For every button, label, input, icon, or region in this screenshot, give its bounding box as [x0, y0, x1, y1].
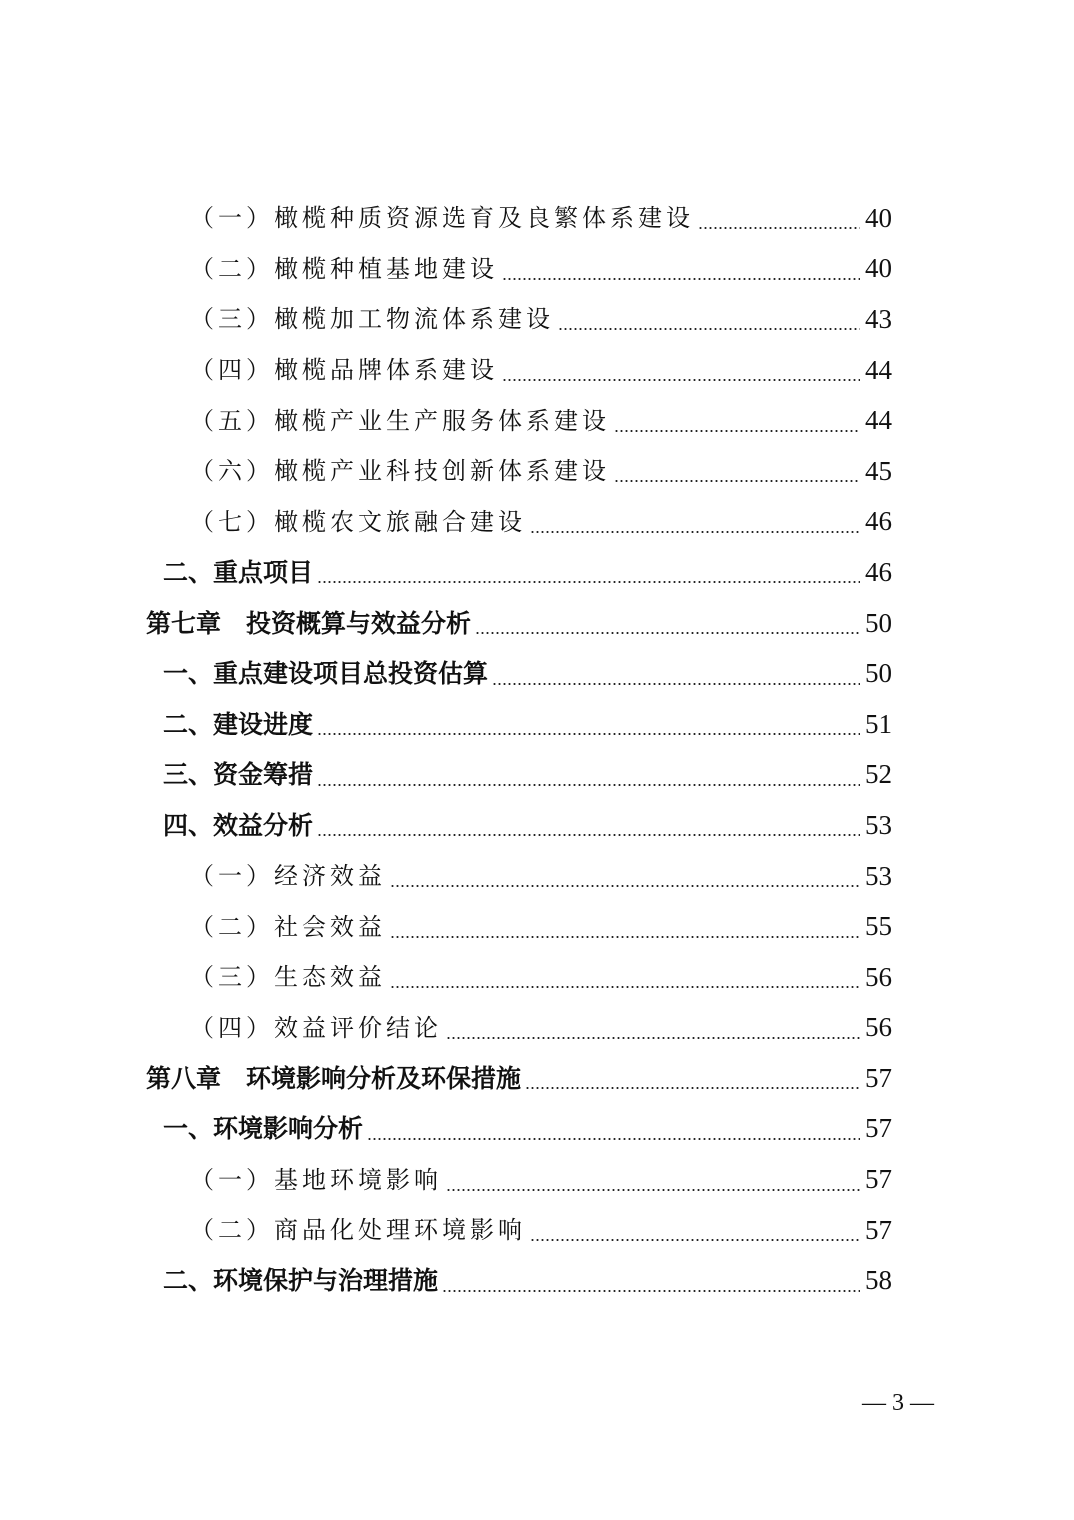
toc-entry-title: 一、重点建设项目总投资估算 — [163, 659, 489, 689]
toc-entry-title: 二、建设进度 — [163, 709, 314, 739]
toc-entry[interactable] — [0, 750, 1074, 801]
toc-entry-title: 三、资金筹措 — [163, 760, 314, 790]
toc-entry[interactable] — [0, 345, 1074, 396]
dot-leader — [698, 227, 860, 229]
toc-entry-page: 53 — [865, 809, 892, 840]
toc-entry-title: 二、重点项目 — [163, 557, 314, 587]
toc-entry[interactable] — [0, 952, 1074, 1003]
toc-entry-title: （一）橄榄种质资源选育及良繁体系建设 — [190, 204, 694, 233]
dot-leader — [502, 379, 860, 381]
toc-entry[interactable] — [0, 294, 1074, 345]
toc-entry[interactable] — [0, 395, 1074, 446]
toc-entry[interactable] — [0, 1205, 1074, 1256]
dot-leader — [558, 328, 860, 330]
toc-entry[interactable] — [0, 497, 1074, 548]
toc-entry-title: （二）橄榄种植基地建设 — [190, 254, 498, 283]
table-of-contents — [0, 193, 1074, 1306]
toc-entry-title: 第八章 环境影响分析及环保措施 — [146, 1063, 522, 1093]
toc-entry-title: （六）橄榄产业科技创新体系建设 — [190, 457, 610, 486]
dot-leader — [317, 784, 860, 786]
toc-entry-page: 57 — [865, 1113, 892, 1144]
toc-entry-page: 50 — [865, 658, 892, 689]
toc-entry-title: 二、环境保护与治理措施 — [163, 1266, 439, 1296]
dot-leader — [446, 1189, 860, 1191]
toc-entry-title: （二）社会效益 — [190, 912, 386, 941]
toc-entry-page: 58 — [865, 1265, 892, 1296]
toc-entry[interactable] — [0, 244, 1074, 295]
toc-entry-title: 一、环境影响分析 — [163, 1114, 364, 1144]
dot-leader — [492, 683, 860, 685]
dot-leader — [317, 581, 860, 583]
dot-leader — [614, 430, 860, 432]
dot-leader — [390, 986, 860, 988]
toc-entry-title: （五）橄榄产业生产服务体系建设 — [190, 406, 610, 435]
toc-entry[interactable] — [0, 1255, 1074, 1306]
dot-leader — [317, 733, 860, 735]
toc-entry-page: 53 — [865, 860, 892, 891]
toc-entry-page: 57 — [865, 1164, 892, 1195]
toc-entry-page: 44 — [865, 405, 892, 436]
dot-leader — [614, 480, 860, 482]
toc-entry-page: 55 — [865, 911, 892, 942]
page-number: — 3 — — [862, 1390, 934, 1416]
toc-entry-page: 45 — [865, 455, 892, 486]
dot-leader — [530, 1239, 860, 1241]
toc-entry-page: 46 — [865, 506, 892, 537]
toc-entry[interactable] — [0, 547, 1074, 598]
toc-entry-title: （一）基地环境影响 — [190, 1165, 442, 1194]
toc-entry-page: 46 — [865, 556, 892, 587]
toc-entry[interactable] — [0, 800, 1074, 851]
dot-leader — [446, 1037, 860, 1039]
toc-entry[interactable] — [0, 1154, 1074, 1205]
toc-entry[interactable] — [0, 1053, 1074, 1104]
toc-entry-title: （二）商品化处理环境影响 — [190, 1216, 526, 1245]
toc-entry[interactable] — [0, 1104, 1074, 1155]
dot-leader — [530, 531, 860, 533]
toc-entry-title: （七）橄榄农文旅融合建设 — [190, 507, 526, 536]
toc-entry-page: 51 — [865, 708, 892, 739]
toc-entry[interactable] — [0, 1003, 1074, 1054]
toc-entry-page: 43 — [865, 303, 892, 334]
toc-entry-title: （四）效益评价结论 — [190, 1013, 442, 1042]
toc-entry-page: 57 — [865, 1214, 892, 1245]
dot-leader — [367, 1138, 860, 1140]
toc-entry[interactable] — [0, 193, 1074, 244]
dot-leader — [442, 1290, 860, 1292]
toc-entry-title: 四、效益分析 — [163, 810, 314, 840]
toc-entry-title: （四）橄榄品牌体系建设 — [190, 356, 498, 385]
toc-entry-page: 52 — [865, 759, 892, 790]
toc-entry-title: （三）橄榄加工物流体系建设 — [190, 305, 554, 334]
dot-leader — [390, 885, 860, 887]
toc-entry-title: （三）生态效益 — [190, 963, 386, 992]
dot-leader — [390, 936, 860, 938]
toc-entry-title: （一）经济效益 — [190, 862, 386, 891]
toc-entry-page: 56 — [865, 1012, 892, 1043]
toc-entry[interactable] — [0, 699, 1074, 750]
toc-entry[interactable] — [0, 851, 1074, 902]
dot-leader — [475, 632, 860, 634]
toc-entry[interactable] — [0, 446, 1074, 497]
toc-entry-title: 第七章 投资概算与效益分析 — [146, 608, 472, 638]
toc-entry-page: 40 — [865, 202, 892, 233]
toc-entry[interactable] — [0, 648, 1074, 699]
toc-entry[interactable] — [0, 598, 1074, 649]
toc-entry[interactable] — [0, 901, 1074, 952]
toc-entry-page: 50 — [865, 607, 892, 638]
toc-entry-page: 44 — [865, 354, 892, 385]
toc-entry-page: 56 — [865, 961, 892, 992]
dot-leader — [502, 278, 860, 280]
dot-leader — [317, 834, 860, 836]
toc-entry-page: 40 — [865, 253, 892, 284]
toc-entry-page: 57 — [865, 1062, 892, 1093]
dot-leader — [525, 1087, 860, 1089]
